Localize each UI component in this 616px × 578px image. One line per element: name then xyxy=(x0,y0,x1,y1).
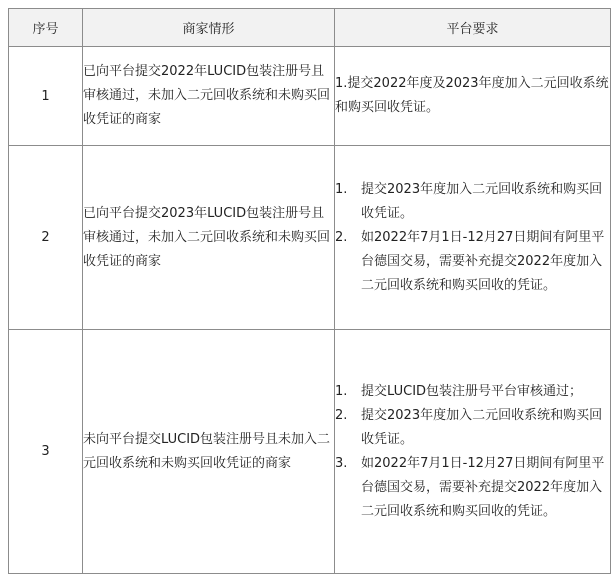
requirement-list xyxy=(335,178,610,298)
row-condition: 已向平台提交2022年LUCID包装注册号且审核通过，未加入二元回收系统和未购买回收凭证的商家 xyxy=(83,47,335,146)
item-text: 提交2023年度加入二元回收系统和购买回收凭证。 xyxy=(361,407,603,447)
requirements-table xyxy=(8,8,611,574)
requirement-list xyxy=(335,380,610,524)
list-item xyxy=(335,452,610,524)
item-number: 3. xyxy=(335,455,348,471)
item-number: 1. xyxy=(335,383,348,399)
item-text: 提交2023年度加入二元回收系统和购买回收凭证。 xyxy=(361,181,603,221)
table-row xyxy=(9,330,611,574)
item-text: 如2022年7月1日-12月27日期间有阿里平台德国交易，需要补充提交2022年度加入二元回收系统和购买回收的凭证。 xyxy=(361,229,605,293)
table-row xyxy=(9,146,611,330)
row-requirement xyxy=(335,330,611,574)
header-requirement: 平台要求 xyxy=(335,9,611,47)
row-index: 3 xyxy=(9,330,83,574)
header-index: 序号 xyxy=(9,9,83,47)
row-requirement: 1.提交2022年度及2023年度加入二元回收系统和购买回收凭证。 xyxy=(335,47,611,146)
row-requirement xyxy=(335,146,611,330)
row-condition: 未向平台提交LUCID包装注册号且未加入二元回收系统和未购买回收凭证的商家 xyxy=(83,330,335,574)
row-condition: 已向平台提交2023年LUCID包装注册号且审核通过，未加入二元回收系统和未购买回收凭证的商家 xyxy=(83,146,335,330)
list-item xyxy=(335,380,610,404)
list-item xyxy=(335,178,610,226)
row-index: 2 xyxy=(9,146,83,330)
item-number: 2. xyxy=(335,229,348,245)
item-number: 2. xyxy=(335,407,348,423)
header-row xyxy=(9,9,611,47)
item-number: 1. xyxy=(335,181,348,197)
item-text: 提交LUCID包装注册号平台审核通过； xyxy=(361,383,583,399)
list-item xyxy=(335,226,610,298)
item-text: 如2022年7月1日-12月27日期间有阿里平台德国交易，需要补充提交2022年度加入二元回收系统和购买回收的凭证。 xyxy=(361,455,605,519)
list-item xyxy=(335,404,610,452)
header-condition: 商家情形 xyxy=(83,9,335,47)
table-row xyxy=(9,47,611,146)
row-index: 1 xyxy=(9,47,83,146)
